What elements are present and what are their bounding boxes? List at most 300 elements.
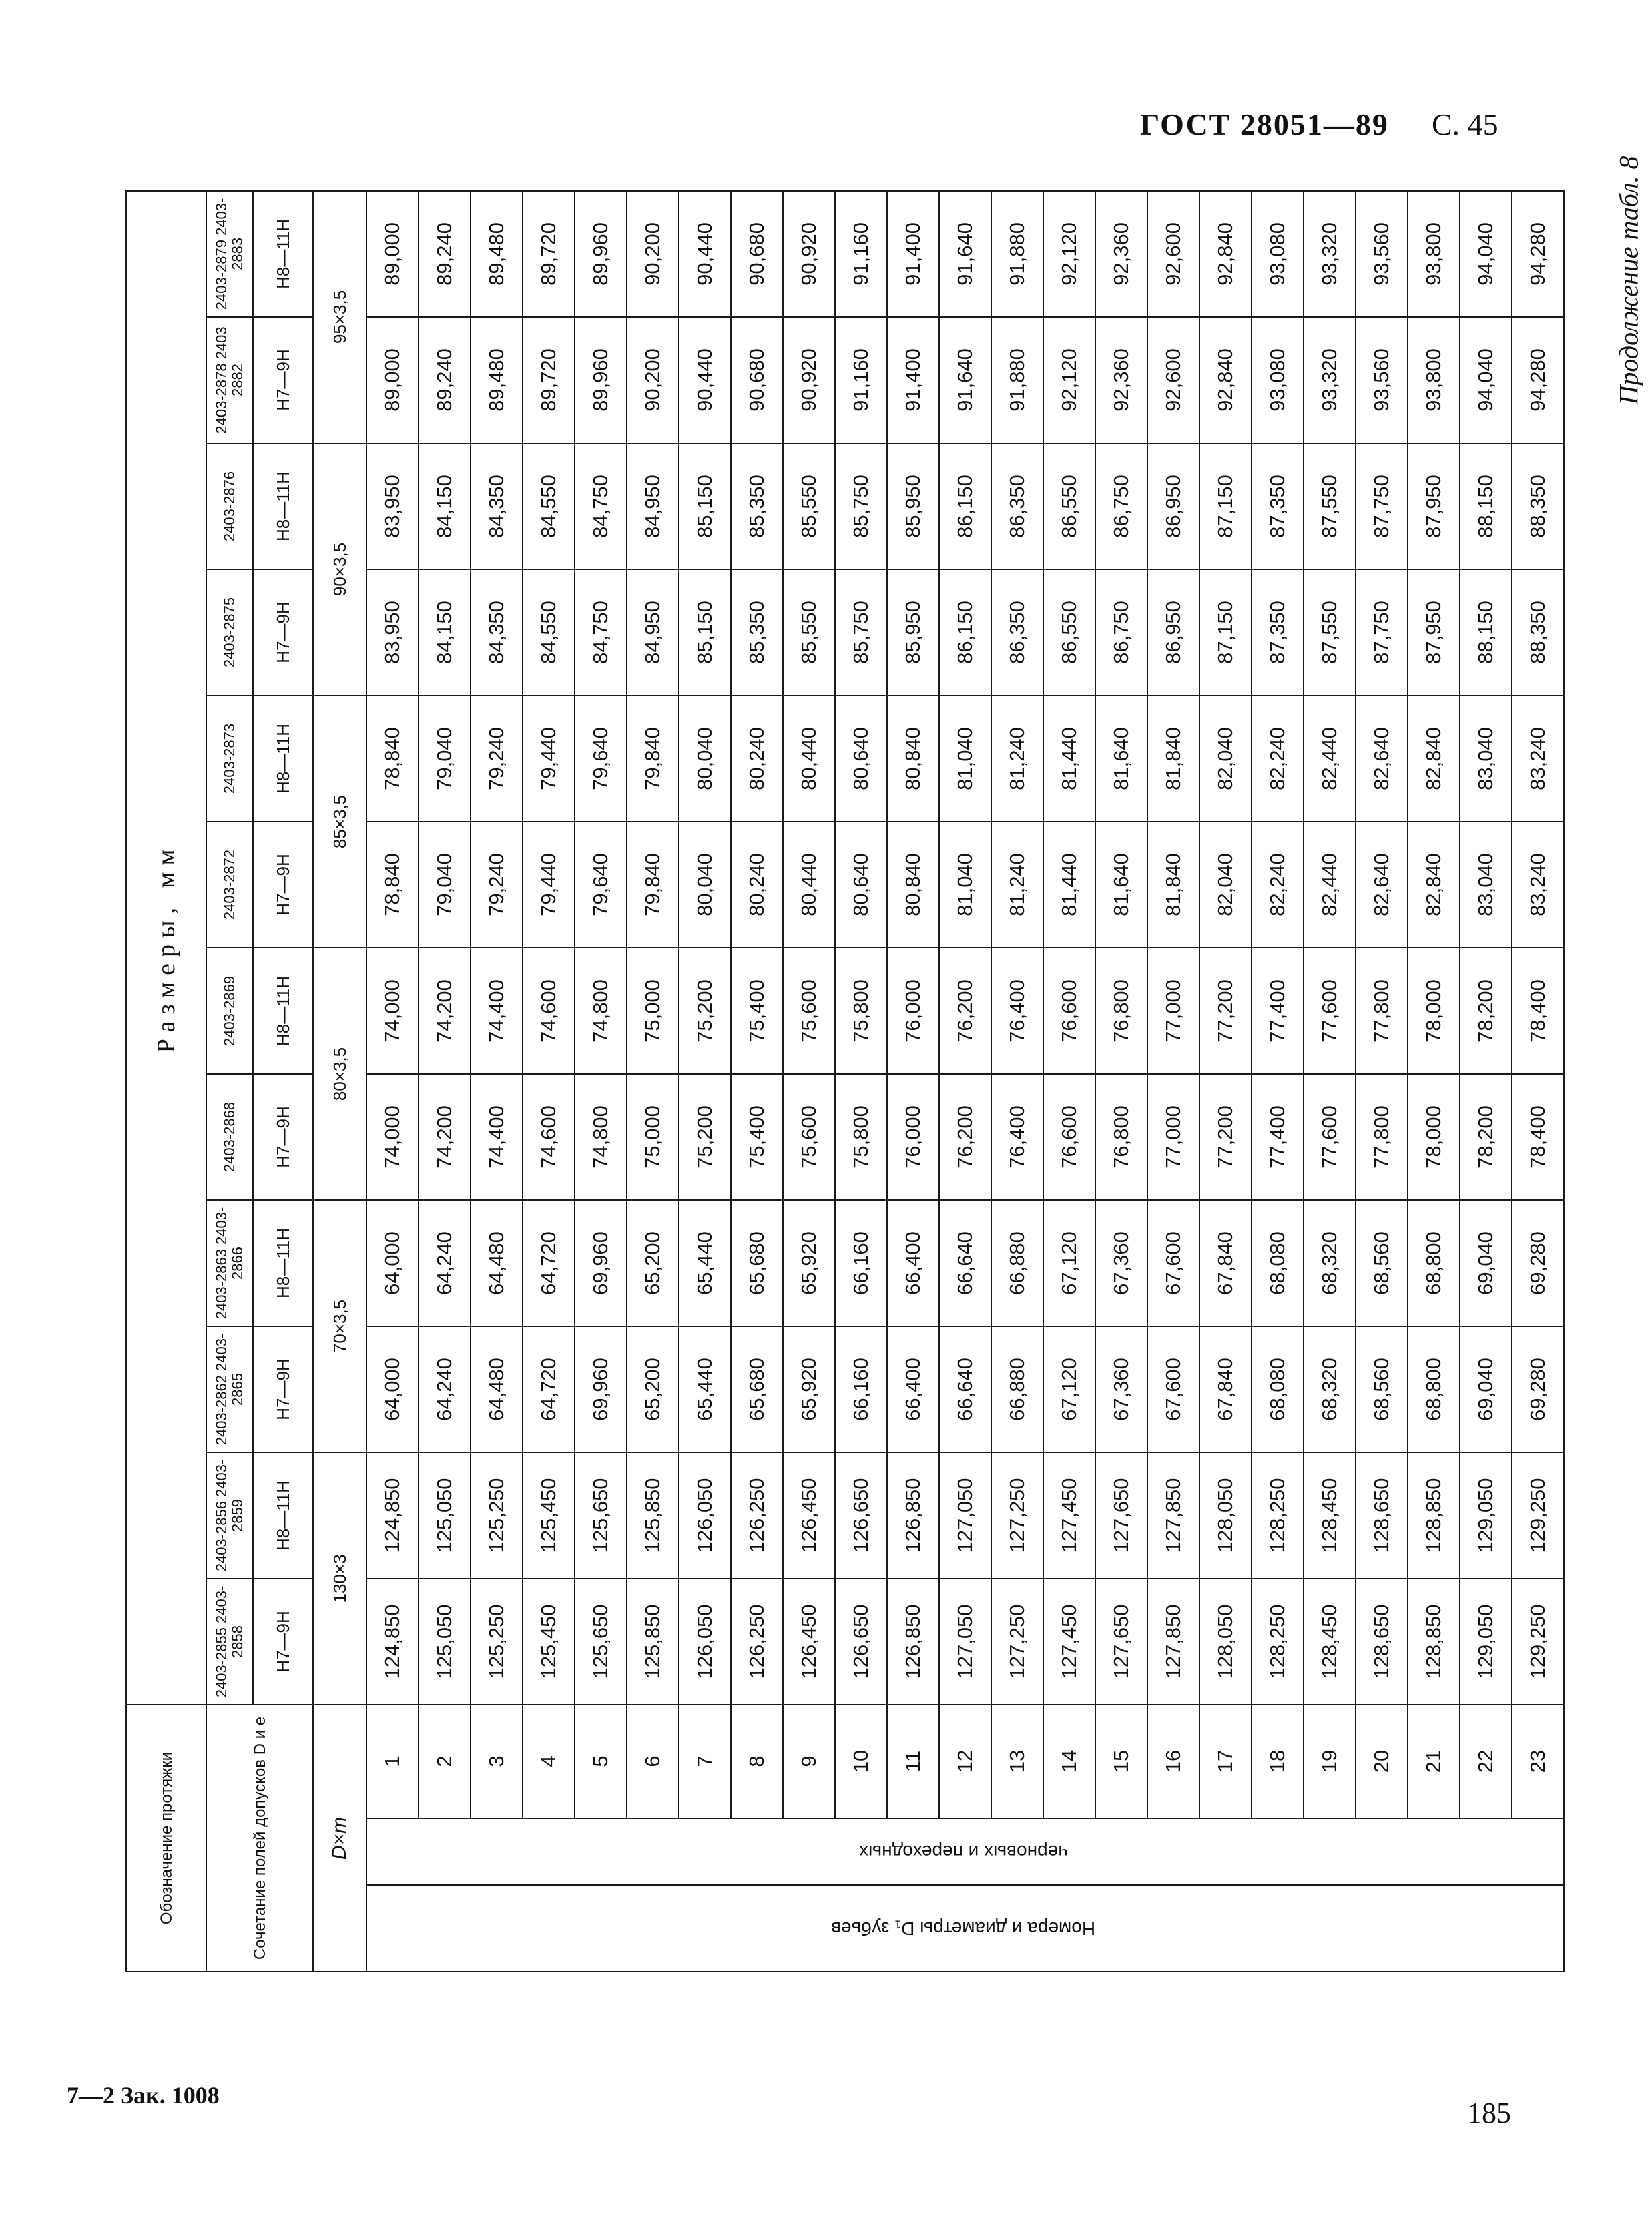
diameter-cell: 85,550 — [783, 569, 835, 696]
diameter-cell: 66,640 — [939, 1200, 991, 1326]
diameter-cell: 77,800 — [1356, 948, 1408, 1074]
diameter-cell: 83,950 — [366, 443, 419, 569]
diameter-cell: 77,200 — [1199, 948, 1252, 1074]
diameter-cell: 87,150 — [1199, 443, 1252, 569]
diameter-cell: 67,120 — [1043, 1200, 1095, 1326]
diameter-cell: 89,480 — [471, 191, 523, 317]
diameter-cell: 85,350 — [731, 443, 783, 569]
dimension-3: 80×3,5 — [313, 948, 366, 1200]
table-row — [1408, 191, 1460, 1972]
tooth-number: 15 — [1095, 1705, 1147, 1818]
diameter-cell: 86,950 — [1147, 443, 1199, 569]
tooth-number: 3 — [471, 1705, 523, 1818]
column-designation-12: 2403-2879 2403-2883 — [206, 191, 253, 317]
diameter-cell: 87,750 — [1356, 569, 1408, 696]
diameter-cell: 77,400 — [1252, 948, 1304, 1074]
diameter-cell: 65,920 — [783, 1200, 835, 1326]
diameter-cell: 80,840 — [887, 822, 939, 948]
diameter-cell: 125,050 — [419, 1579, 471, 1705]
diameter-cell: 75,400 — [731, 948, 783, 1074]
diameter-cell: 125,650 — [575, 1452, 627, 1579]
diameter-cell: 84,550 — [523, 443, 575, 569]
table-row — [1043, 191, 1095, 1972]
diameter-cell: 92,120 — [1043, 191, 1095, 317]
diameter-cell: 125,650 — [575, 1579, 627, 1705]
diameter-cell: 92,600 — [1147, 317, 1199, 443]
diameter-cell: 92,120 — [1043, 317, 1095, 443]
diameter-cell: 74,000 — [366, 1074, 419, 1200]
table-row — [575, 191, 627, 1972]
diameter-cell: 94,280 — [1512, 191, 1564, 317]
table-row — [419, 191, 471, 1972]
column-designation-5: 2403-2868 — [206, 1074, 253, 1200]
diameter-cell: 89,000 — [366, 191, 419, 317]
diameter-cell: 75,800 — [835, 1074, 887, 1200]
diameter-cell: 85,950 — [887, 569, 939, 696]
diameter-cell: 66,880 — [991, 1200, 1043, 1326]
side-label-outer — [366, 1885, 1564, 1972]
diameter-cell: 66,640 — [939, 1326, 991, 1452]
dimensions-table — [125, 190, 1565, 1972]
diameter-cell: 128,050 — [1199, 1452, 1252, 1579]
diameter-cell: 129,250 — [1512, 1452, 1564, 1579]
diameter-cell: 67,360 — [1095, 1200, 1147, 1326]
diameter-cell: 89,480 — [471, 317, 523, 443]
column-tolerance-7: H7—9H — [253, 822, 313, 948]
diameter-cell: 127,650 — [1095, 1452, 1147, 1579]
diameter-cell: 83,040 — [1460, 696, 1512, 822]
diameter-cell: 126,050 — [679, 1452, 731, 1579]
dimension-4: 85×3,5 — [313, 696, 366, 948]
diameter-cell: 65,920 — [783, 1326, 835, 1452]
diameter-cell: 91,640 — [939, 191, 991, 317]
side-label-inner — [366, 1818, 1564, 1885]
diameter-cell: 80,240 — [731, 822, 783, 948]
diameter-cell: 80,640 — [835, 822, 887, 948]
diameter-cell: 87,550 — [1304, 443, 1356, 569]
diameter-cell: 90,680 — [731, 191, 783, 317]
diameter-cell: 64,000 — [366, 1326, 419, 1452]
diameter-cell: 128,850 — [1408, 1579, 1460, 1705]
diameter-cell: 88,350 — [1512, 443, 1564, 569]
diameter-cell: 93,800 — [1408, 317, 1460, 443]
diameter-cell: 87,950 — [1408, 443, 1460, 569]
diameter-cell: 85,750 — [835, 443, 887, 569]
tooth-number: 16 — [1147, 1705, 1199, 1818]
diameter-cell: 86,350 — [991, 443, 1043, 569]
tooth-number: 5 — [575, 1705, 627, 1818]
diameter-cell: 84,750 — [575, 443, 627, 569]
diameter-cell: 67,120 — [1043, 1326, 1095, 1452]
diameter-cell: 84,950 — [627, 569, 679, 696]
tooth-number: 9 — [783, 1705, 835, 1818]
diameter-cell: 76,600 — [1043, 1074, 1095, 1200]
diameter-cell: 92,360 — [1095, 191, 1147, 317]
table-row — [1356, 191, 1408, 1972]
diameter-cell: 81,640 — [1095, 822, 1147, 948]
diameter-cell: 67,840 — [1199, 1200, 1252, 1326]
diameter-cell: 76,000 — [887, 948, 939, 1074]
tooth-number: 20 — [1356, 1705, 1408, 1818]
table-row — [1095, 191, 1147, 1972]
column-tolerance-8: H8—11H — [253, 696, 313, 822]
diameter-cell: 64,000 — [366, 1200, 419, 1326]
diameter-cell: 79,240 — [471, 696, 523, 822]
diameter-cell: 127,850 — [1147, 1579, 1199, 1705]
diameter-cell: 86,150 — [939, 443, 991, 569]
table-row — [1252, 191, 1304, 1972]
diameter-cell: 80,040 — [679, 822, 731, 948]
diameter-cell: 69,960 — [575, 1326, 627, 1452]
diameter-cell: 80,440 — [783, 822, 835, 948]
column-designation-8: 2403-2873 — [206, 696, 253, 822]
diameter-cell: 89,720 — [523, 191, 575, 317]
table-row — [627, 191, 679, 1972]
diameter-cell: 91,160 — [835, 191, 887, 317]
diameter-cell: 128,650 — [1356, 1452, 1408, 1579]
table-row — [1147, 191, 1199, 1972]
column-designation-4: 2403-2863 2403-2866 — [206, 1200, 253, 1326]
diameter-cell: 87,950 — [1408, 569, 1460, 696]
diameter-cell: 68,800 — [1408, 1200, 1460, 1326]
diameter-cell: 75,200 — [679, 1074, 731, 1200]
diameter-cell: 94,040 — [1460, 191, 1512, 317]
diameter-cell: 125,850 — [627, 1452, 679, 1579]
diameter-cell: 65,680 — [731, 1200, 783, 1326]
column-tolerance-1: H7—9H — [253, 1579, 313, 1705]
tooth-number: 19 — [1304, 1705, 1356, 1818]
table-row — [1199, 191, 1252, 1972]
diameter-cell: 125,850 — [627, 1579, 679, 1705]
table-row — [523, 191, 575, 1972]
diameter-cell: 75,000 — [627, 948, 679, 1074]
diameter-cell: 128,450 — [1304, 1579, 1356, 1705]
diameter-cell: 68,560 — [1356, 1326, 1408, 1452]
table-row — [1512, 191, 1564, 1972]
diameter-cell: 75,200 — [679, 948, 731, 1074]
diameter-cell: 81,240 — [991, 696, 1043, 822]
diameter-cell: 93,800 — [1408, 191, 1460, 317]
column-designation-10: 2403-2876 — [206, 443, 253, 569]
diameter-cell: 78,400 — [1512, 948, 1564, 1074]
diameter-cell: 74,600 — [523, 1074, 575, 1200]
table-row — [783, 191, 835, 1972]
diameter-cell: 90,440 — [679, 317, 731, 443]
designation-label: Обозначение протяжки — [126, 1705, 206, 1972]
diameter-cell: 87,350 — [1252, 569, 1304, 696]
diameter-cell: 82,440 — [1304, 696, 1356, 822]
diameter-cell: 77,000 — [1147, 948, 1199, 1074]
diameter-cell: 91,400 — [887, 317, 939, 443]
diameter-cell: 91,880 — [991, 191, 1043, 317]
diameter-cell: 79,840 — [627, 696, 679, 822]
diameter-cell: 83,240 — [1512, 822, 1564, 948]
diameter-cell: 84,150 — [419, 443, 471, 569]
diameter-cell: 90,680 — [731, 317, 783, 443]
diameter-cell: 66,400 — [887, 1326, 939, 1452]
diameter-cell: 127,450 — [1043, 1452, 1095, 1579]
column-tolerance-5: H7—9H — [253, 1074, 313, 1200]
diameter-cell: 129,050 — [1460, 1579, 1512, 1705]
order-footer: 7—2 Зак. 1008 — [67, 2082, 220, 2109]
table-row — [835, 191, 887, 1972]
diameter-cell: 126,450 — [783, 1579, 835, 1705]
diameter-cell: 126,650 — [835, 1579, 887, 1705]
diameter-cell: 89,240 — [419, 317, 471, 443]
column-designation-1: 2403-2855 2403-2858 — [206, 1579, 253, 1705]
diameter-cell: 85,750 — [835, 569, 887, 696]
diameter-cell: 68,320 — [1304, 1200, 1356, 1326]
table-row — [679, 191, 731, 1972]
diameter-cell: 79,040 — [419, 822, 471, 948]
diameter-cell: 128,850 — [1408, 1452, 1460, 1579]
tooth-number: 8 — [731, 1705, 783, 1818]
diameter-cell: 81,640 — [1095, 696, 1147, 822]
diameter-cell: 78,200 — [1460, 948, 1512, 1074]
diameter-cell: 93,320 — [1304, 317, 1356, 443]
diameter-cell: 65,440 — [679, 1200, 731, 1326]
diameter-cell: 93,560 — [1356, 191, 1408, 317]
dimension-6: 95×3,5 — [313, 191, 366, 443]
diameter-cell: 94,280 — [1512, 317, 1564, 443]
column-designation-11: 2403-2878 2403 2882 — [206, 317, 253, 443]
diameter-cell: 90,440 — [679, 191, 731, 317]
table-rotated-wrapper — [125, 190, 1549, 1972]
diameter-cell: 67,360 — [1095, 1326, 1147, 1452]
diameter-cell: 90,920 — [783, 317, 835, 443]
diameter-cell: 125,250 — [471, 1579, 523, 1705]
diameter-cell: 82,240 — [1252, 822, 1304, 948]
diameter-cell: 86,550 — [1043, 443, 1095, 569]
table-row — [731, 191, 783, 1972]
diameter-cell: 74,200 — [419, 1074, 471, 1200]
diameter-cell: 83,950 — [366, 569, 419, 696]
diameter-cell: 67,600 — [1147, 1326, 1199, 1452]
diameter-cell: 91,400 — [887, 191, 939, 317]
diameter-cell: 82,040 — [1199, 822, 1252, 948]
diameter-cell: 128,050 — [1199, 1579, 1252, 1705]
diameter-cell: 125,450 — [523, 1452, 575, 1579]
tooth-number: 2 — [419, 1705, 471, 1818]
diameter-cell: 80,640 — [835, 696, 887, 822]
page-label: С. 45 — [1432, 107, 1498, 142]
diameter-cell: 84,350 — [471, 569, 523, 696]
diameter-cell: 78,400 — [1512, 1074, 1564, 1200]
diameter-cell: 68,800 — [1408, 1326, 1460, 1452]
dxm-label: D×m — [313, 1705, 366, 1972]
diameter-cell: 64,240 — [419, 1326, 471, 1452]
diameter-cell: 89,240 — [419, 191, 471, 317]
diameter-cell: 127,850 — [1147, 1452, 1199, 1579]
tooth-number: 7 — [679, 1705, 731, 1818]
diameter-cell: 128,250 — [1252, 1579, 1304, 1705]
diameter-cell: 93,320 — [1304, 191, 1356, 317]
diameter-cell: 127,250 — [991, 1452, 1043, 1579]
diameter-cell: 81,840 — [1147, 696, 1199, 822]
diameter-cell: 89,960 — [575, 317, 627, 443]
table-row — [991, 191, 1043, 1972]
diameter-cell: 69,040 — [1460, 1200, 1512, 1326]
diameter-cell: 127,650 — [1095, 1579, 1147, 1705]
diameter-cell: 89,720 — [523, 317, 575, 443]
diameter-cell: 84,950 — [627, 443, 679, 569]
diameter-cell: 125,250 — [471, 1452, 523, 1579]
diameter-cell: 67,600 — [1147, 1200, 1199, 1326]
diameter-cell: 69,960 — [575, 1200, 627, 1326]
diameter-cell: 127,250 — [991, 1579, 1043, 1705]
diameter-cell: 126,650 — [835, 1452, 887, 1579]
table-row — [887, 191, 939, 1972]
tolerance-label: Сочетание полей допусков D и e — [206, 1705, 313, 1972]
diameter-cell: 81,040 — [939, 822, 991, 948]
diameter-cell: 68,080 — [1252, 1326, 1304, 1452]
diameter-cell: 80,040 — [679, 696, 731, 822]
diameter-cell: 69,280 — [1512, 1326, 1564, 1452]
diameter-cell: 66,400 — [887, 1200, 939, 1326]
column-designation-7: 2403-2872 — [206, 822, 253, 948]
diameter-cell: 126,450 — [783, 1452, 835, 1579]
diameter-cell: 77,600 — [1304, 948, 1356, 1074]
diameter-cell: 85,150 — [679, 443, 731, 569]
diameter-cell: 125,050 — [419, 1452, 471, 1579]
diameter-cell: 90,200 — [627, 191, 679, 317]
tooth-number: 17 — [1199, 1705, 1252, 1818]
diameter-cell: 129,250 — [1512, 1579, 1564, 1705]
diameter-cell: 69,040 — [1460, 1326, 1512, 1452]
diameter-cell: 127,450 — [1043, 1579, 1095, 1705]
table-row — [939, 191, 991, 1972]
diameter-cell: 77,600 — [1304, 1074, 1356, 1200]
continuation-label: Продолжение табл. 8 — [1613, 156, 1644, 405]
column-designation-6: 2403-2869 — [206, 948, 253, 1074]
diameter-cell: 82,040 — [1199, 696, 1252, 822]
diameter-cell: 93,560 — [1356, 317, 1408, 443]
page-number: 185 — [1467, 2097, 1511, 2129]
table-row — [1304, 191, 1356, 1972]
diameter-cell: 88,150 — [1460, 443, 1512, 569]
diameter-cell: 76,000 — [887, 1074, 939, 1200]
column-tolerance-9: H7—9H — [253, 569, 313, 696]
diameter-cell: 82,840 — [1408, 696, 1460, 822]
diameter-cell: 74,400 — [471, 1074, 523, 1200]
diameter-cell: 76,800 — [1095, 948, 1147, 1074]
column-tolerance-4: H8—11H — [253, 1200, 313, 1326]
diameter-cell: 81,840 — [1147, 822, 1199, 948]
diameter-cell: 80,240 — [731, 696, 783, 822]
column-tolerance-6: H8—11H — [253, 948, 313, 1074]
diameter-cell: 66,160 — [835, 1326, 887, 1452]
diameter-cell: 79,040 — [419, 696, 471, 822]
diameter-cell: 126,050 — [679, 1579, 731, 1705]
diameter-cell: 77,800 — [1356, 1074, 1408, 1200]
diameter-cell: 79,840 — [627, 822, 679, 948]
diameter-cell: 80,840 — [887, 696, 939, 822]
diameter-cell: 74,600 — [523, 948, 575, 1074]
tooth-number: 11 — [887, 1705, 939, 1818]
tooth-number: 6 — [627, 1705, 679, 1818]
tooth-number: 12 — [939, 1705, 991, 1818]
diameter-cell: 86,750 — [1095, 569, 1147, 696]
diameter-cell: 74,200 — [419, 948, 471, 1074]
diameter-cell: 77,000 — [1147, 1074, 1199, 1200]
diameter-cell: 87,750 — [1356, 443, 1408, 569]
diameter-cell: 79,440 — [523, 696, 575, 822]
diameter-cell: 74,800 — [575, 1074, 627, 1200]
diameter-cell: 91,640 — [939, 317, 991, 443]
diameter-cell: 76,200 — [939, 1074, 991, 1200]
diameter-cell: 82,840 — [1408, 822, 1460, 948]
diameter-cell: 81,440 — [1043, 696, 1095, 822]
diameter-cell: 90,200 — [627, 317, 679, 443]
diameter-cell: 78,200 — [1460, 1074, 1512, 1200]
diameter-cell: 88,150 — [1460, 569, 1512, 696]
diameter-cell: 77,400 — [1252, 1074, 1304, 1200]
diameter-cell: 128,250 — [1252, 1452, 1304, 1579]
column-tolerance-3: H7—9H — [253, 1326, 313, 1452]
diameter-cell: 86,950 — [1147, 569, 1199, 696]
diameter-cell: 85,950 — [887, 443, 939, 569]
diameter-cell: 129,050 — [1460, 1452, 1512, 1579]
diameter-cell: 75,600 — [783, 948, 835, 1074]
diameter-cell: 68,080 — [1252, 1200, 1304, 1326]
tooth-number: 13 — [991, 1705, 1043, 1818]
diameter-cell: 81,440 — [1043, 822, 1095, 948]
diameter-cell: 124,850 — [366, 1452, 419, 1579]
diameter-cell: 86,550 — [1043, 569, 1095, 696]
diameter-cell: 92,840 — [1199, 317, 1252, 443]
diameter-cell: 91,160 — [835, 317, 887, 443]
dimension-2: 70×3,5 — [313, 1200, 366, 1452]
diameter-cell: 74,800 — [575, 948, 627, 1074]
diameter-cell: 93,080 — [1252, 317, 1304, 443]
side-label-inner-text: черновых и переходных — [859, 1842, 1068, 1862]
column-tolerance-2: H8—11H — [253, 1452, 313, 1579]
diameter-cell: 93,080 — [1252, 191, 1304, 317]
diameter-cell: 85,550 — [783, 443, 835, 569]
tooth-number: 22 — [1460, 1705, 1512, 1818]
diameter-cell: 126,850 — [887, 1579, 939, 1705]
diameter-cell: 75,000 — [627, 1074, 679, 1200]
diameter-cell: 76,600 — [1043, 948, 1095, 1074]
diameter-cell: 66,160 — [835, 1200, 887, 1326]
diameter-cell: 68,320 — [1304, 1326, 1356, 1452]
table-row — [366, 191, 419, 1972]
standard-designation: ГОСТ 28051—89 — [1140, 107, 1389, 142]
tooth-number: 18 — [1252, 1705, 1304, 1818]
diameter-cell: 92,360 — [1095, 317, 1147, 443]
column-tolerance-10: H8—11H — [253, 443, 313, 569]
diameter-cell: 65,200 — [627, 1200, 679, 1326]
tooth-number: 21 — [1408, 1705, 1460, 1818]
diameter-cell: 79,240 — [471, 822, 523, 948]
diameter-cell: 127,050 — [939, 1579, 991, 1705]
tooth-number: 14 — [1043, 1705, 1095, 1818]
diameter-cell: 78,000 — [1408, 948, 1460, 1074]
diameter-cell: 86,350 — [991, 569, 1043, 696]
diameter-cell: 81,240 — [991, 822, 1043, 948]
diameter-cell: 124,850 — [366, 1579, 419, 1705]
tooth-number: 4 — [523, 1705, 575, 1818]
diameter-cell: 85,150 — [679, 569, 731, 696]
diameter-cell: 65,440 — [679, 1326, 731, 1452]
diameter-cell: 64,480 — [471, 1200, 523, 1326]
dimension-5: 90×3,5 — [313, 443, 366, 696]
diameter-cell: 76,400 — [991, 948, 1043, 1074]
diameter-cell: 87,350 — [1252, 443, 1304, 569]
column-designation-2: 2403-2856 2403-2859 — [206, 1452, 253, 1579]
diameter-cell: 75,600 — [783, 1074, 835, 1200]
diameter-cell: 126,250 — [731, 1579, 783, 1705]
